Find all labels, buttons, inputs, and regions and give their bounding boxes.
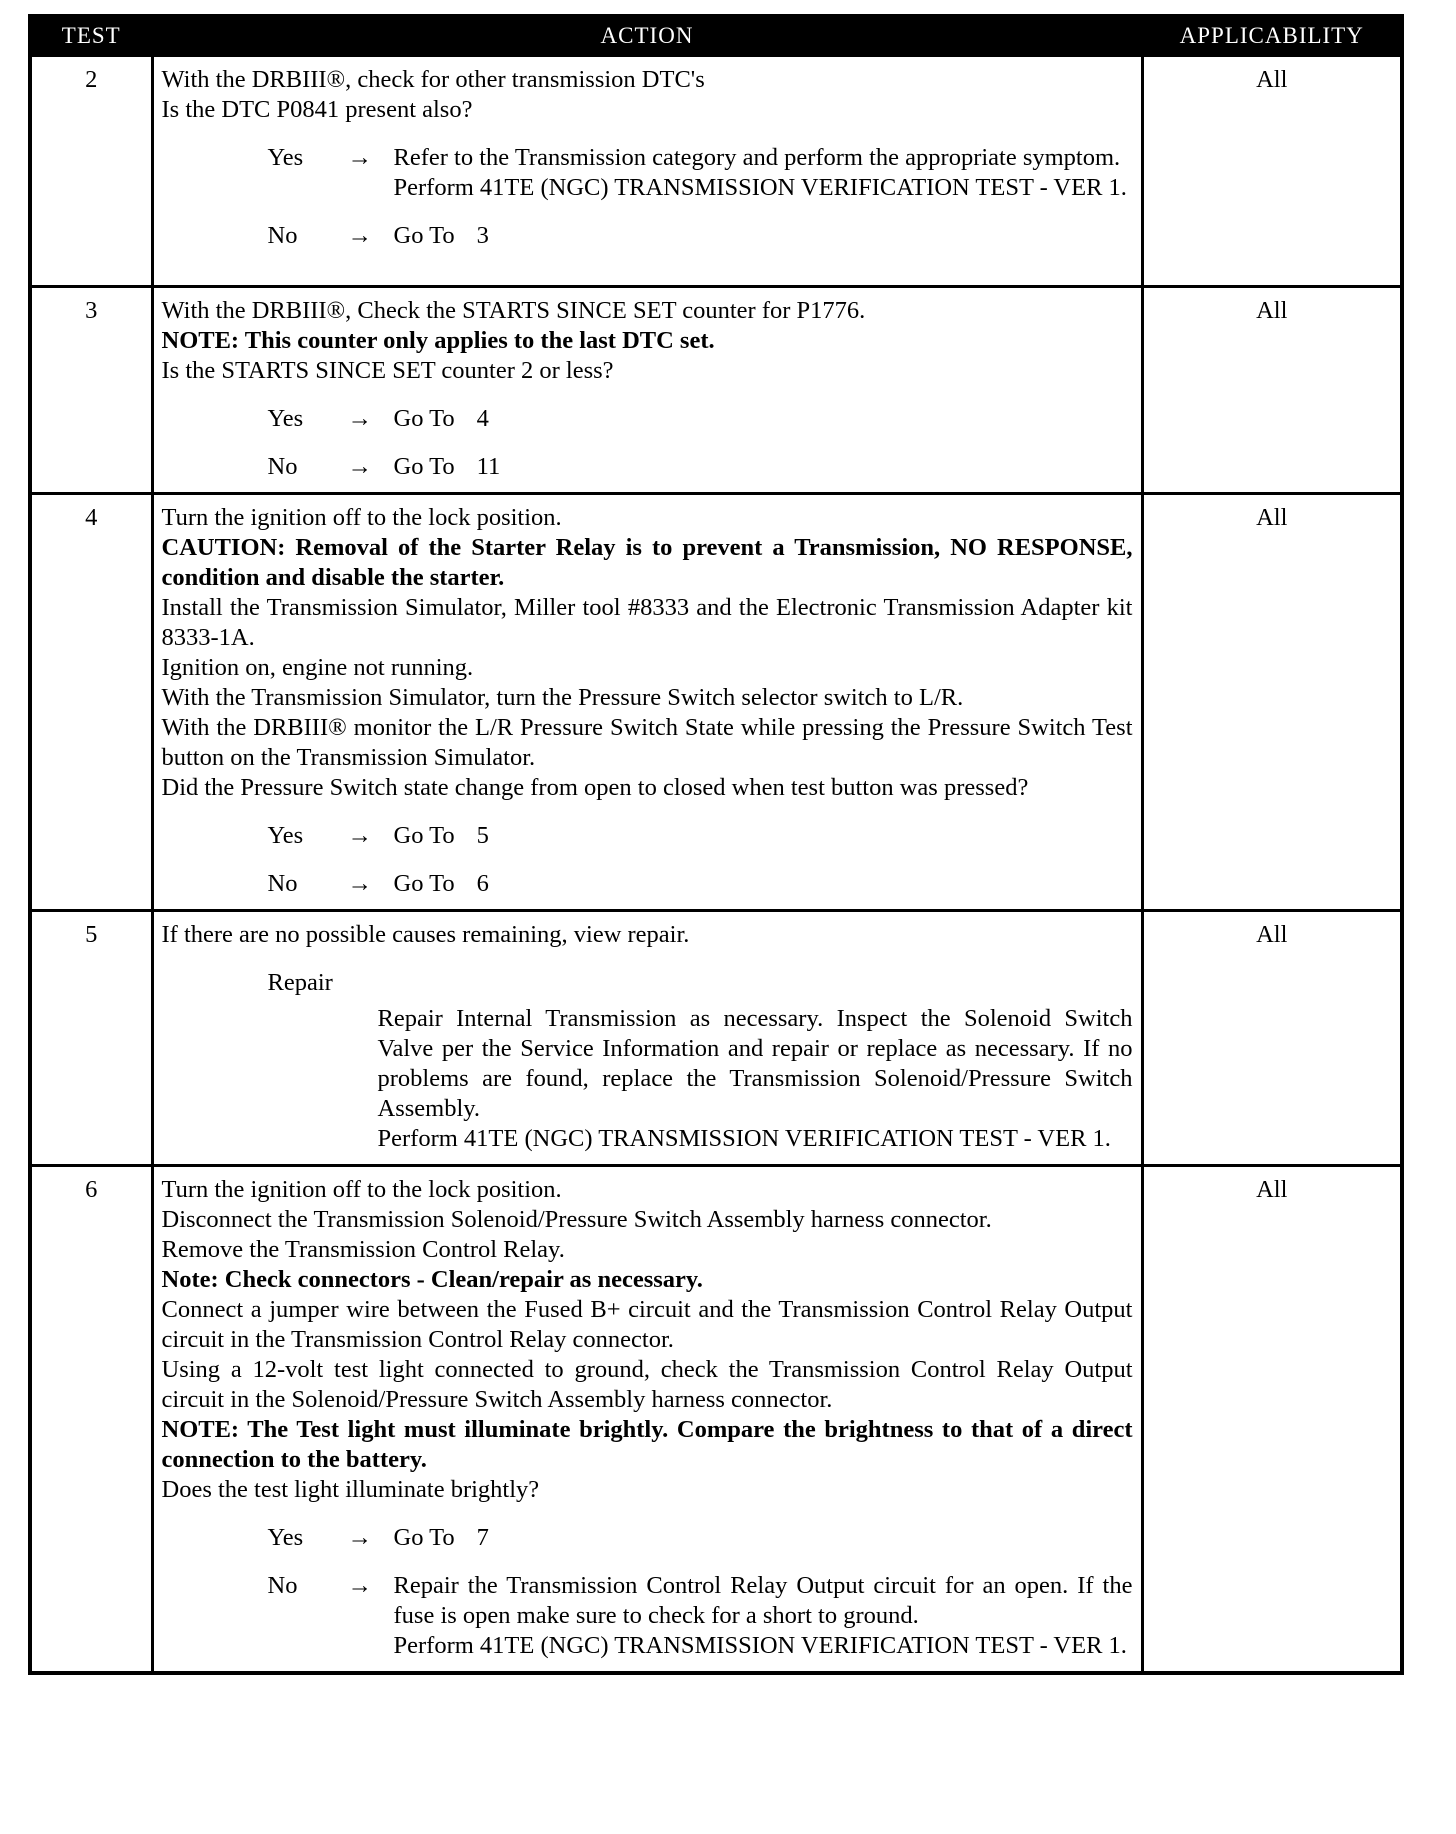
- goto-target: 11: [476, 453, 501, 480]
- applicability: All: [1142, 911, 1402, 1166]
- action-cell: [152, 911, 1142, 1166]
- no-response: [162, 869, 1133, 899]
- diagnostic-page: [28, 14, 1400, 1819]
- yes-response: [162, 821, 1133, 851]
- goto-target: 3: [476, 222, 489, 249]
- goto-target: 4: [476, 405, 489, 432]
- yes-text: Refer to the Transmission category and perform the appropriate symptom.: [393, 144, 1121, 171]
- header-action: ACTION: [152, 16, 1142, 56]
- arrow-icon: →: [347, 222, 372, 249]
- repair-instructions: Repair Internal Transmission as necessary. Inspect the Solenoid Switch Valve per the Service Information and repair or replace as necessary. If no problems are found, replace the Transmission Solenoid/Pressure Switch Assembly.: [377, 1005, 1133, 1122]
- action-cell: [152, 287, 1142, 494]
- goto-label: Go To: [393, 405, 455, 432]
- action-cell: [152, 1166, 1142, 1674]
- action-question: Did the Pressure Switch state change from open to closed when test button was pressed?: [161, 774, 1029, 801]
- no-text: Repair the Transmission Control Relay Output circuit for an open. If the fuse is open make sure to check for a short to ground.: [393, 1572, 1133, 1629]
- header-test: TEST: [30, 16, 152, 56]
- repair-verify: Perform 41TE (NGC) TRANSMISSION VERIFICATION TEST - VER 1.: [377, 1125, 1111, 1152]
- no-verify: Perform 41TE (NGC) TRANSMISSION VERIFICATION TEST - VER 1.: [393, 1632, 1127, 1659]
- no-response: [162, 452, 1133, 482]
- arrow-icon: →: [347, 144, 372, 171]
- arrow-icon: →: [347, 822, 372, 849]
- no-label: No: [267, 1572, 298, 1599]
- header-applicability: APPLICABILITY: [1142, 16, 1402, 56]
- action-line: With the DRBIII® monitor the L/R Pressure Switch State while pressing the Pressure Switch Test button on the Transmission Simulator.: [161, 714, 1133, 771]
- action-line: Connect a jumper wire between the Fused B+ circuit and the Transmission Control Relay Output circuit in the Transmission Control Relay connector.: [161, 1296, 1133, 1353]
- action-line: Turn the ignition off to the lock position.: [161, 1176, 562, 1203]
- goto-label: Go To: [393, 870, 455, 897]
- applicability: All: [1142, 494, 1402, 911]
- arrow-icon: →: [347, 870, 372, 897]
- action-cell: [152, 494, 1142, 911]
- action-line: Disconnect the Transmission Solenoid/Pressure Switch Assembly harness connector.: [161, 1206, 992, 1233]
- action-question: Does the test light illuminate brightly?: [161, 1476, 540, 1503]
- goto-target: 7: [476, 1524, 489, 1551]
- yes-verify: Perform 41TE (NGC) TRANSMISSION VERIFICATION TEST - VER 1.: [393, 174, 1127, 201]
- action-line: Remove the Transmission Control Relay.: [161, 1236, 565, 1263]
- goto-label: Go To: [393, 1524, 455, 1551]
- goto-label: Go To: [393, 453, 455, 480]
- arrow-icon: →: [347, 1572, 372, 1599]
- test-number: 4: [30, 494, 152, 911]
- goto-label: Go To: [393, 222, 455, 249]
- action-line: Install the Transmission Simulator, Miller tool #8333 and the Electronic Transmission Adapter kit 8333-1A.: [161, 594, 1133, 651]
- arrow-icon: →: [347, 405, 372, 432]
- action-line: Turn the ignition off to the lock position.: [161, 504, 562, 531]
- goto-target: 6: [476, 870, 489, 897]
- diagnostic-table: [28, 14, 1404, 1675]
- action-line: With the DRBIII®, Check the STARTS SINCE SET counter for P1776.: [161, 297, 866, 324]
- applicability: All: [1142, 56, 1402, 287]
- applicability: All: [1142, 1166, 1402, 1674]
- note: Note: Check connectors - Clean/repair as necessary.: [161, 1266, 703, 1293]
- note: NOTE: The Test light must illuminate brightly. Compare the brightness to that of a direct connection to the battery.: [161, 1416, 1133, 1473]
- table-row: [30, 287, 1402, 494]
- repair-label: Repair: [267, 969, 333, 996]
- no-response: [162, 221, 1133, 251]
- action-line: Using a 12-volt test light connected to ground, check the Transmission Control Relay Output circuit in the Solenoid/Pressure Switch Assembly harness connector.: [161, 1356, 1133, 1413]
- yes-response: [162, 1523, 1133, 1553]
- arrow-icon: →: [347, 1524, 372, 1551]
- test-number: 3: [30, 287, 152, 494]
- no-label: No: [267, 870, 298, 897]
- arrow-icon: →: [347, 453, 372, 480]
- goto-label: Go To: [393, 822, 455, 849]
- action-line: If there are no possible causes remaining, view repair.: [161, 921, 690, 948]
- yes-label: Yes: [267, 405, 304, 432]
- table-row: [30, 494, 1402, 911]
- action-question: Is the STARTS SINCE SET counter 2 or less?: [161, 357, 614, 384]
- no-response: [162, 1571, 1133, 1661]
- table-row: [30, 1166, 1402, 1674]
- yes-response: [162, 143, 1133, 203]
- table-header: [30, 16, 1402, 56]
- no-label: No: [267, 453, 298, 480]
- action-line: With the DRBIII®, check for other transmission DTC's: [161, 66, 705, 93]
- caution: CAUTION: Removal of the Starter Relay is to prevent a Transmission, NO RESPONSE, condition and disable the starter.: [161, 534, 1133, 591]
- yes-label: Yes: [267, 822, 304, 849]
- action-question: Is the DTC P0841 present also?: [161, 96, 473, 123]
- table-row: [30, 56, 1402, 287]
- action-cell: [152, 56, 1142, 287]
- test-number: 6: [30, 1166, 152, 1674]
- goto-target: 5: [476, 822, 489, 849]
- test-number: 2: [30, 56, 152, 287]
- applicability: All: [1142, 287, 1402, 494]
- note: NOTE: This counter only applies to the last DTC set.: [161, 327, 715, 354]
- repair-text: [162, 1004, 1133, 1154]
- action-line: With the Transmission Simulator, turn the Pressure Switch selector switch to L/R.: [161, 684, 964, 711]
- yes-label: Yes: [267, 144, 304, 171]
- action-line: Ignition on, engine not running.: [161, 654, 474, 681]
- table-row: [30, 911, 1402, 1166]
- test-number: 5: [30, 911, 152, 1166]
- yes-response: [162, 404, 1133, 434]
- no-label: No: [267, 222, 298, 249]
- yes-label: Yes: [267, 1524, 304, 1551]
